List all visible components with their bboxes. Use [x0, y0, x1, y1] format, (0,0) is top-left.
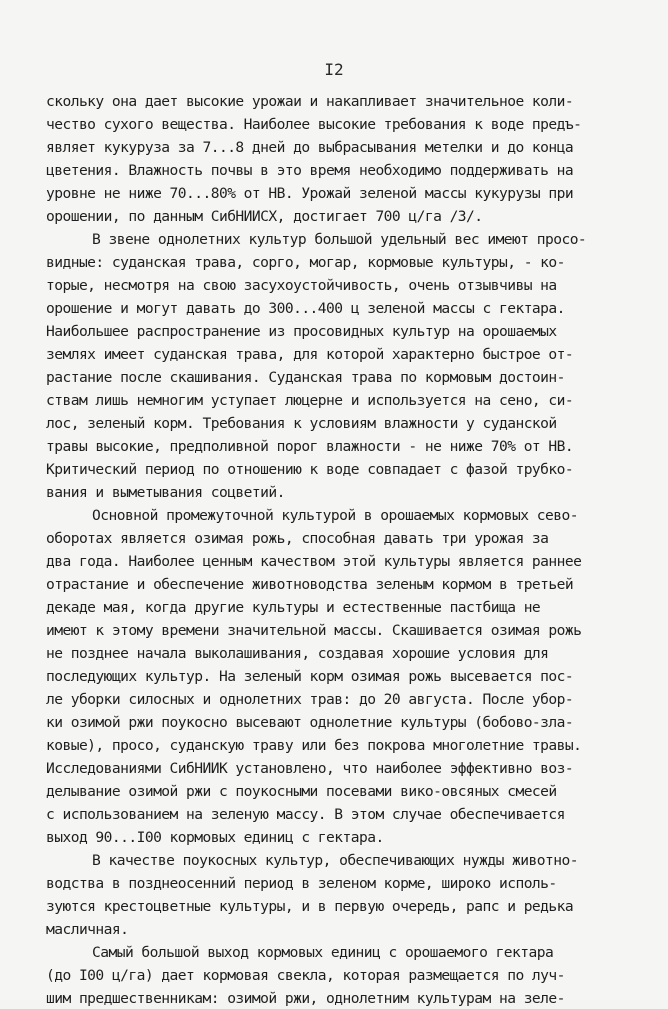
text-line: ки озимой ржи поукосно высевают однолетние культуры (бобово-зла- [46, 714, 574, 731]
text-line: ковые), просо, суданскую траву или без покрова многолетние травы. [46, 737, 582, 754]
text-line: лос, зеленый корм. Требования к условиям влажности у суданской [46, 415, 557, 432]
text-line: цветения. Влажность почвы в это время необходимо поддерживать на [46, 162, 574, 179]
text-line: делывание озимой ржи с поукосными посевами вико-овсяных смесей [46, 783, 557, 800]
text-line: Основной промежуточной культурой в орошаемых кормовых сево- [92, 507, 578, 524]
text-line: масличная. [46, 921, 129, 938]
text-line: являет кукуруза за 7...8 дней до выбрасывания метелки и до конца [46, 139, 574, 156]
text-line: два года. Наиболее ценным качеством этой культуры является раннее [46, 553, 582, 570]
text-line: землях имеет суданская трава, для которой характерно быстрое от- [46, 346, 574, 363]
text-line: Самый большой выход кормовых единиц с орошаемого гектара [92, 944, 554, 961]
text-line: не позднее начала выколашивания, создавая хорошие условия для [46, 645, 549, 662]
text-line: В качестве поукосных культур, обеспечивающих нужды животно- [92, 852, 578, 869]
text-line: В звене однолетних культур большой удельный вес имеют просо- [92, 231, 587, 248]
text-line: отрастание и обеспечение животноводства зеленым кормом в третьей [46, 576, 574, 593]
text-line: орошении, по данным СибНИИСХ, достигает 700 ц/га /3/. [46, 208, 483, 225]
text-line: декаде мая, когда другие культуры и естественные пастбища не [46, 599, 541, 616]
text-line: торые, несмотря на свою засухоустойчивость, очень отзывчивы на [46, 277, 557, 294]
text-line: видные: суданская трава, сорго, могар, кормовые культуры, - ко- [46, 254, 565, 271]
text-line: Наибольшее распространение из просовидных культур на орошаемых [46, 323, 557, 340]
text-line: уровне не ниже 70...80% от НВ. Урожай зеленой массы кукурузы при [46, 185, 574, 202]
text-line: зуются крестоцветные культуры, и в первую очередь, рапс и редька [46, 898, 574, 915]
text-line: травы высокие, предполивной порог влажности - не ниже 70% от НВ. [46, 438, 574, 455]
text-line: шим предшественникам: озимой ржи, однолетним культурам на зеле- [46, 990, 565, 1007]
text-line: ствам лишь немногим уступает люцерне и используется на сено, си- [46, 392, 574, 409]
text-line: водства в позднеосенний период в зеленом корме, широко исполь- [46, 875, 557, 892]
text-line: (до I00 ц/га) дает кормовая свекла, которая размещается по луч- [46, 967, 565, 984]
page-number: I2 [324, 60, 344, 79]
text-line: оборотах является озимая рожь, способная давать три урожая за [46, 530, 549, 547]
text-line: скольку она дает высокие урожаи и накапливает значительное коли- [46, 93, 574, 110]
text-line: вания и выметывания соцветий. [46, 484, 285, 501]
text-line: выход 90...I00 кормовых единиц с гектара. [46, 829, 384, 846]
text-line: растание после скашивания. Суданская трава по кормовым достоин- [46, 369, 565, 386]
text-line: Исследованиями СибНИИК установлено, что наиболее эффективно воз- [46, 760, 574, 777]
text-line: Критический период по отношению к воде совпадает с фазой трубко- [46, 461, 574, 478]
text-line: с использованием на зеленую массу. В этом случае обеспечивается [46, 806, 565, 823]
text-line: орошение и могут давать до 300...400 ц зеленой массы с гектара. [46, 300, 565, 317]
text-line: имеют к этому времени значительной массы. Скашивается озимая рожь [46, 622, 582, 639]
text-line: последующих культур. На зеленый корм озимая рожь высевается пос- [46, 668, 574, 685]
text-line: чество сухого вещества. Наиболее высокие требования к воде предъ- [46, 116, 582, 133]
text-line: ле уборки силосных и однолетних трав: до 20 августа. После убор- [46, 691, 574, 708]
